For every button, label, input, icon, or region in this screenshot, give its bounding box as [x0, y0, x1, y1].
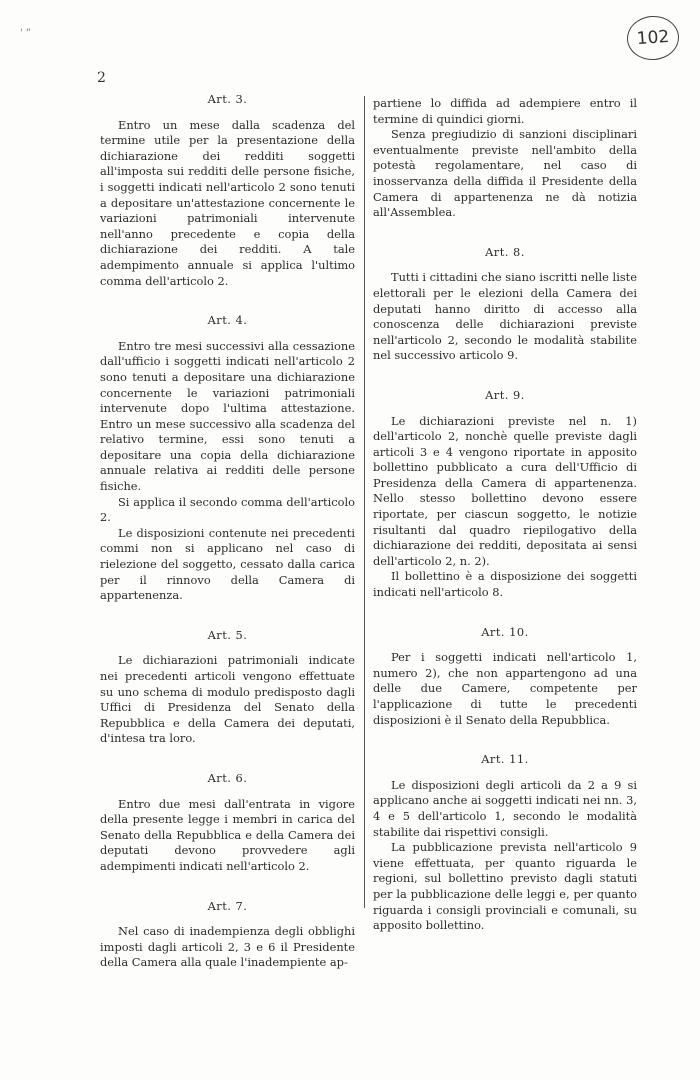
article-heading: Art. 11.: [481, 752, 529, 767]
right-column: [373, 96, 637, 958]
article-paragraph: Le dichiarazioni previste nel n. 1) dell'articolo 2, nonchè quelle previste dagli articoli 3 e 4 vengono riportate in apposito bollettino pubblicato a cura dell'Ufficio di Presidenza della Camera di appartenenza. Nello stesso bollettino devono essere riportate, per ciascun soggetto, le notizie risultanti dal quadro riepilogativo della dichiarazione dei redditi, depositata ai sensi dell'articolo 2, n. 2).: [373, 413, 637, 568]
article-heading: Art. 5.: [207, 627, 248, 642]
column-divider: [364, 96, 365, 908]
left-column: [100, 92, 355, 995]
article-paragraph: Senza pregiudizio di sanzioni disciplinari eventualmente previste nell'ambito della potestà regolamentare, nel caso di inosservanza della diffida il Presidente della Camera di appartenenza ne dà notizia all'Assemblea.: [373, 127, 637, 220]
article-heading: Art. 9.: [485, 387, 525, 402]
article-heading: Art. 4.: [207, 313, 248, 328]
article-paragraph: Le disposizioni contenute nei precedenti commi non si applicano nel caso di rielezione del soggetto, cessato dalla carica per il rinnovo della Camera di appartenenza.: [100, 525, 355, 603]
article-section: [100, 771, 355, 875]
article-heading: Art. 3.: [207, 92, 248, 106]
article-paragraph: La pubblicazione prevista nell'articolo 9 viene effettuata, per quanto riguarda le regioni, sul bollettino previsto dagli statuti per la pubblicazione delle leggi e, per quanto riguarda i consigli provinciali e comunali, su apposito bollettino.: [373, 840, 637, 933]
page-number: 2: [97, 70, 106, 86]
article-paragraph: Per i soggetti indicati nell'articolo 1, numero 2), che non appartengono ad una delle due Camere, competente per l'applicazione di tutte le precedenti disposizioni è il Senato della Repubblica.: [373, 650, 637, 727]
article-heading: Art. 6.: [207, 770, 248, 785]
article-section: [100, 899, 355, 971]
corner-mark: ' ”: [20, 28, 32, 39]
article-heading: Art. 7.: [207, 898, 248, 913]
handwritten-page-stamp: 102: [626, 14, 681, 62]
article-section: [373, 388, 637, 601]
article-paragraph: partiene lo diffida ad adempiere entro il termine di quindici giorni.: [373, 96, 637, 126]
article-section: [100, 92, 355, 289]
article-paragraph: Si applica il secondo comma dell'articolo 2.: [100, 494, 355, 525]
article-section: [373, 752, 637, 934]
article-paragraph: Entro due mesi dall'entrata in vigore della presente legge i membri in carica del Senato della Repubblica e della Camera dei deputati devono provvedere agli adempimenti indicati nell'articolo 2.: [100, 796, 355, 873]
article-paragraph: Tutti i cittadini che siano iscritti nelle liste elettorali per le elezioni della Camera dei deputati hanno diritto di accesso alla conoscenza delle dichiarazioni previste nell'articolo 2, secondo le modalità stabilite nel successivo articolo 9.: [373, 270, 637, 363]
article-section: [100, 313, 355, 604]
article-continuation: [373, 96, 637, 221]
article-heading: Art. 10.: [481, 624, 529, 639]
article-paragraph: Le disposizioni degli articoli da 2 a 9 si applicano anche ai soggetti indicati nei nn. 3, 4 e 5 dell'articolo 1, secondo le modalità stabilite dai rispettivi consigli.: [373, 777, 637, 839]
article-section: [373, 245, 637, 364]
article-paragraph: Il bollettino è a disposizione dei soggetti indicati nell'articolo 8.: [373, 569, 637, 600]
article-section: [373, 625, 637, 729]
article-section: [100, 628, 355, 747]
article-paragraph: Nel caso di inadempienza degli obblighi imposti dagli articoli 2, 3 e 6 il Presidente della Camera alla quale l'inadempiente ap-: [100, 924, 355, 970]
article-paragraph: Le dichiarazioni patrimoniali indicate nei precedenti articoli vengono effettuate su uno schema di modulo predisposto dagli Uffici di Presidenza del Senato della Repubblica e della Camera dei deputati, d'intesa tra loro.: [100, 653, 355, 746]
article-paragraph: Entro tre mesi successivi alla cessazione dall'ufficio i soggetti indicati nell'articolo 2 sono tenuti a depositare una dichiarazione concernente le variazioni patrimoniali intervenute dopo l'ultima attestazione. Entro un mese successivo alla scadenza del relativo termine, essi sono tenuti a depositare una copia della dichiarazione annuale relativa ai redditi delle persone fisiche.: [100, 338, 355, 494]
article-paragraph: Entro un mese dalla scadenza del termine utile per la presentazione della dichiarazione dei redditi soggetti all'imposta sui redditi delle persone fisiche, i soggetti indicati nell'articolo 2 sono tenuti a depositare un'attestazione concernente le variazioni patrimoniali intervenute nell'anno precedente e copia della dichiarazione dei redditi. A tale adempimento annuale si applica l'ultimo comma dell'articolo 2.: [100, 117, 355, 288]
article-heading: Art. 8.: [485, 244, 525, 259]
